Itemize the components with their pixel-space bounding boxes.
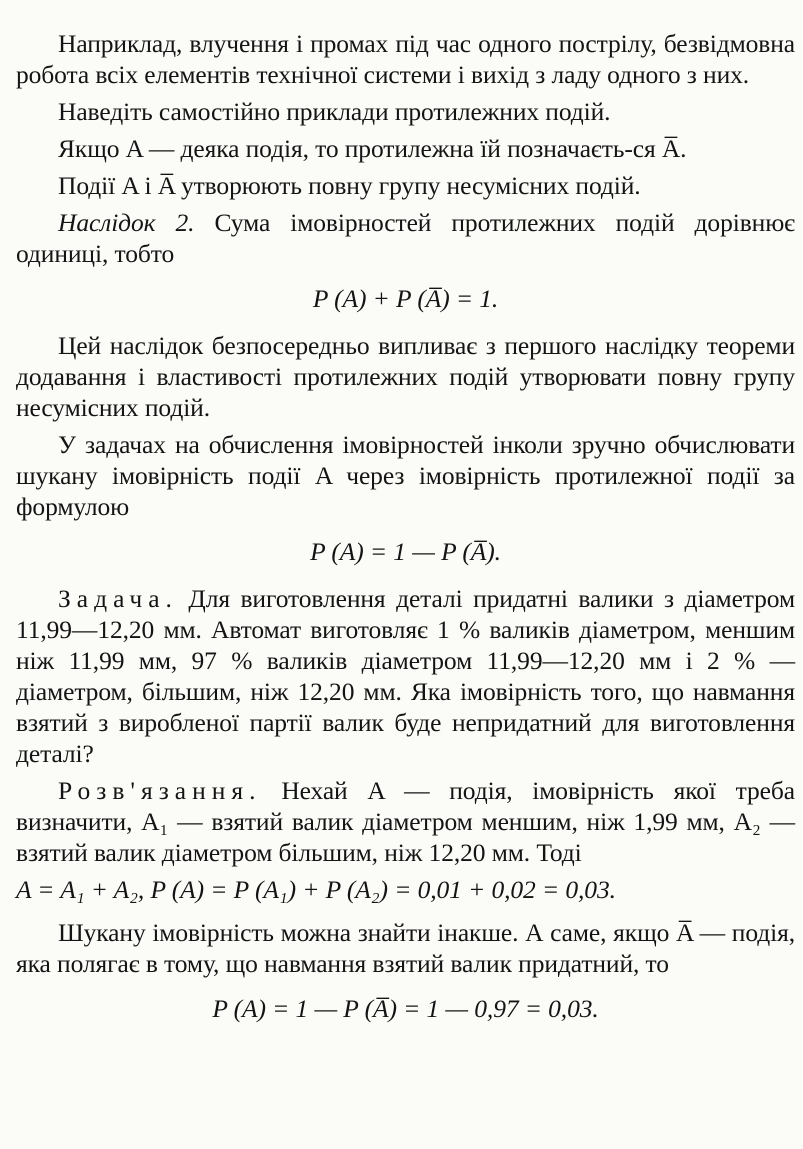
formula-sum: P (A) + P (A̅) = 1. <box>312 284 499 313</box>
paragraph-examples: Наприклад, влучення і промах під час одного пострілу, безвідмовна робота всіх елементів технічної системи і вихід з ладу одного з них. <box>16 29 795 89</box>
formula-solution: A = A₁ + A₂, P (A) = P (A₁) + P (A₂) = 0,01 + 0,02 = 0,03. <box>16 875 616 904</box>
paragraph-notation: Якщо A — деяка подія, то протилежна їй позначаєть-ся A̅. <box>58 134 687 163</box>
paragraph-alternative: Шукану імовірність можна знайти інакше. А саме, якщо A̅ — подія, яка полягає в тому, що навмання взятий валик придатний, то <box>16 918 795 978</box>
paragraph-usage: У задачах на обчислення імовірностей інколи зручно обчислювати шукану імовірність події A через імовірність протилежної події за формулою <box>16 430 795 521</box>
problem-text: Для виготовлення деталі придатні валики з діаметром 11,99—12,20 мм. Автомат виготовляє 1 % валиків діаметром, меншим ніж 11,99 мм, 97 % валиків діаметром 11,99—12,20 мм і 2 % — діаметром, більшим, ніж 12,20 мм. Яка імовірність того, що навмання взятий з виробленої партії валик буде непридатний для виготовлення деталі? <box>16 584 795 768</box>
formula-alternative: P (A) = 1 — P (A̅) = 1 — 0,97 = 0,03. <box>212 994 599 1023</box>
paragraph-solution <box>16 775 795 868</box>
paragraph-full-group: Події A і A̅ утворюють повну групу несумісних подій. <box>58 171 641 200</box>
solution-label: Розв'язання. <box>58 776 262 805</box>
solution-text: Нехай A — подія, імовірність якої треба визначити, A₁ — взятий валик діаметром меншим, ніж 1,99 мм, A₂ — взятий валик діаметром більшим, ніж 12,20 мм. Тоді <box>16 776 795 867</box>
paragraph-exercise: Наведіть самостійно приклади протилежних подій. <box>58 97 611 126</box>
text-body <box>16 28 795 1024</box>
problem-label: Задача. <box>58 584 178 613</box>
formula-complement: P (A) = 1 — P (A̅). <box>310 537 501 566</box>
paragraph-corollary <box>16 207 795 269</box>
corollary-text: Сума імовірностей протилежних подій дорівнює одиниці, тобто <box>16 208 795 268</box>
paragraph-problem <box>16 583 795 769</box>
paragraph-proof: Цей наслідок безпосередньо випливає з першого наслідку теореми додавання і властивості протилежних подій утворювати повну групу несумісних подій. <box>16 331 795 422</box>
corollary-label: Наслідок 2. <box>58 208 195 237</box>
